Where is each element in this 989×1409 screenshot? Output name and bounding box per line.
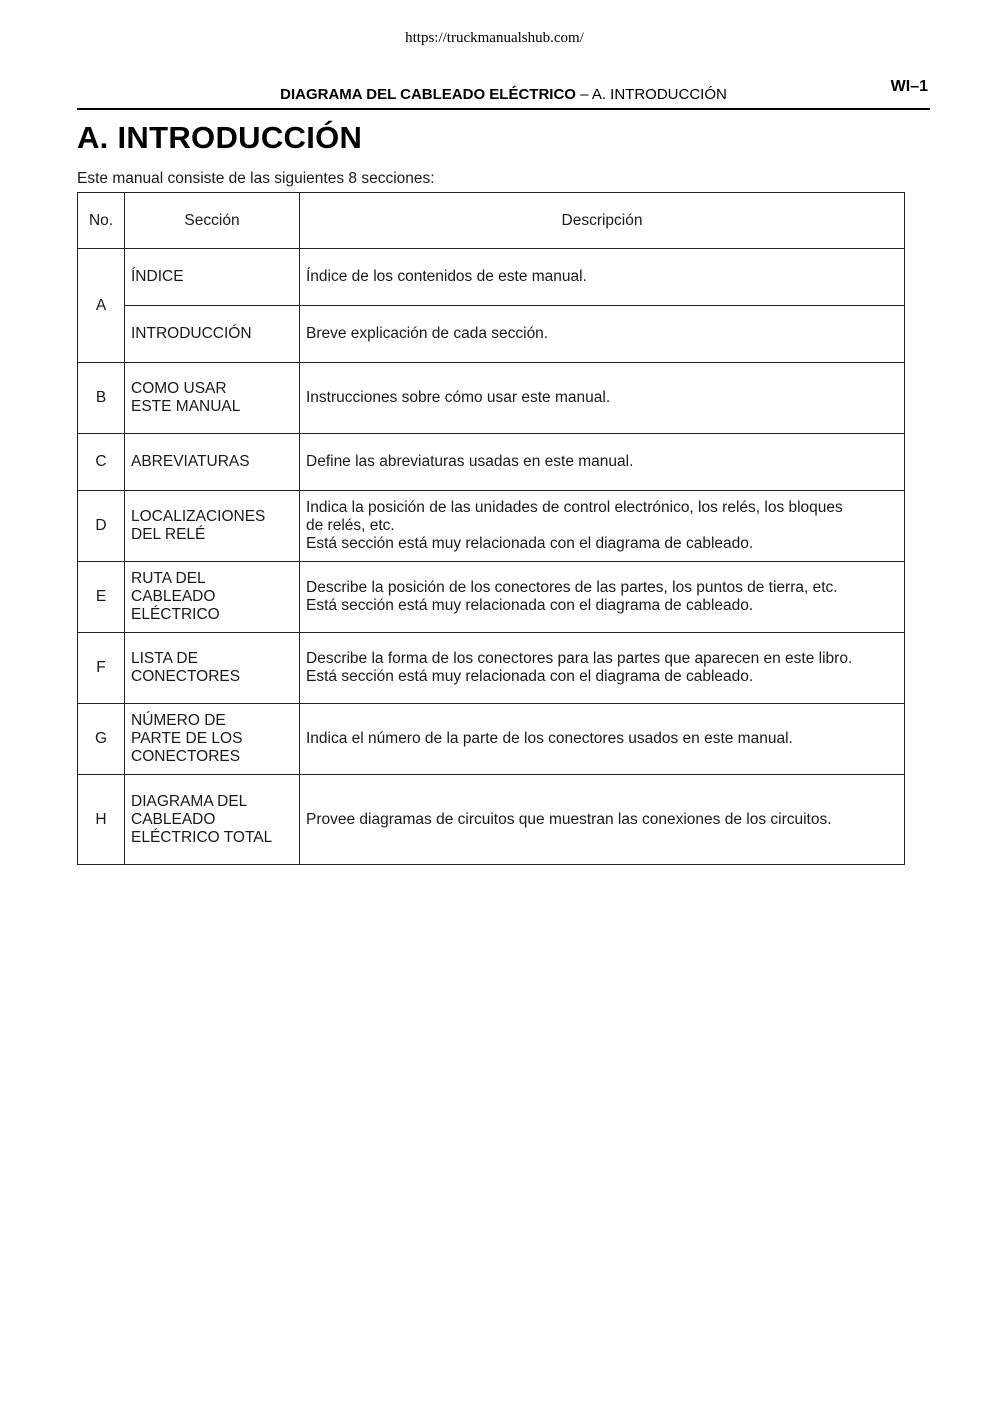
- row-description: Índice de los contenidos de este manual.: [300, 249, 905, 306]
- row-section: LOCALIZACIONES DEL RELÉ: [125, 491, 300, 562]
- row-no: H: [78, 775, 125, 865]
- page-title: A. INTRODUCCIÓN: [77, 120, 363, 155]
- header-section: Sección: [125, 193, 300, 249]
- page-number: WI–1: [890, 78, 928, 95]
- row-description: Describe la posición de los conectores de las partes, los puntos de tierra, etc. Está sección está muy relacionada con el diagrama de cableado.: [300, 562, 905, 633]
- table-row: [78, 562, 905, 633]
- row-description: Provee diagramas de circuitos que muestran las conexiones de los circuitos.: [300, 775, 905, 865]
- sections-table: [77, 192, 905, 865]
- row-no: C: [78, 434, 125, 491]
- header-no: No.: [78, 193, 125, 249]
- source-url: https://truckmanualshub.com/: [405, 30, 584, 46]
- row-description: Indica el número de la parte de los conectores usados en este manual.: [300, 704, 905, 775]
- table-row: [78, 249, 905, 306]
- running-header-rest: – A. INTRODUCCIÓN: [575, 86, 727, 103]
- table-row: [78, 491, 905, 562]
- running-header-bold: DIAGRAMA DEL CABLEADO ELÉCTRICO: [280, 86, 576, 103]
- row-section: COMO USAR ESTE MANUAL: [125, 363, 300, 434]
- row-description: Breve explicación de cada sección.: [300, 306, 905, 363]
- row-section: DIAGRAMA DEL CABLEADO ELÉCTRICO TOTAL: [125, 775, 300, 865]
- table-header-row: [78, 193, 905, 249]
- row-section: ABREVIATURAS: [125, 434, 300, 491]
- row-section: RUTA DEL CABLEADO ELÉCTRICO: [125, 562, 300, 633]
- row-description: Indica la posición de las unidades de control electrónico, los relés, los bloques de relés, etc. Está sección está muy relacionada con el diagrama de cableado.: [300, 491, 905, 562]
- row-section: INTRODUCCIÓN: [125, 306, 300, 363]
- row-no: D: [78, 491, 125, 562]
- row-section: NÚMERO DE PARTE DE LOS CONECTORES: [125, 704, 300, 775]
- table-row: [78, 633, 905, 704]
- table-row: [78, 363, 905, 434]
- row-no: F: [78, 633, 125, 704]
- table-row: [78, 306, 905, 363]
- intro-text: Este manual consiste de las siguientes 8 secciones:: [77, 170, 435, 187]
- header-description: Descripción: [300, 193, 905, 249]
- running-header: [77, 86, 930, 103]
- row-section: LISTA DE CONECTORES: [125, 633, 300, 704]
- row-description: Describe la forma de los conectores para las partes que aparecen en este libro. Está sección está muy relacionada con el diagrama de cableado.: [300, 633, 905, 704]
- table-row: [78, 434, 905, 491]
- row-description: Define las abreviaturas usadas en este manual.: [300, 434, 905, 491]
- row-no: E: [78, 562, 125, 633]
- table-row: [78, 775, 905, 865]
- header-divider: [77, 108, 930, 110]
- row-no: G: [78, 704, 125, 775]
- row-section: ÍNDICE: [125, 249, 300, 306]
- row-no: A: [78, 249, 125, 363]
- row-description: Instrucciones sobre cómo usar este manual.: [300, 363, 905, 434]
- row-no: B: [78, 363, 125, 434]
- table-row: [78, 704, 905, 775]
